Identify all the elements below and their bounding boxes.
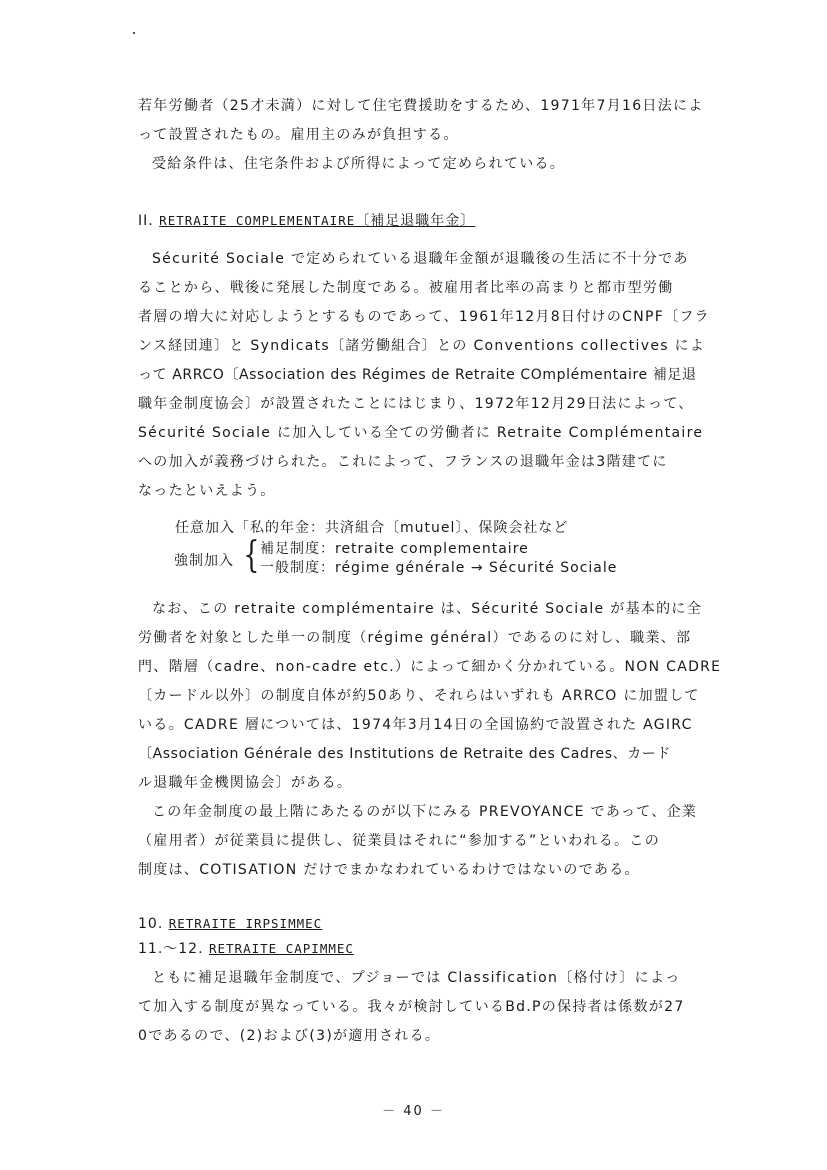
paragraph-3-line: 〔Association Générale des Institutions de Retraite des Cadres、カード xyxy=(138,746,672,762)
compulsory-item-general: 一般制度：régime générale → Sécurité Sociale xyxy=(260,560,618,576)
section-2-numeral: II. xyxy=(138,213,154,229)
compulsory-item-supplementary: 補足制度：retraite complementaire xyxy=(260,541,529,557)
paragraph-2-line: Sécurité Sociale で定められている退職年金額が退職後の生活に不十分であ xyxy=(152,251,689,267)
page-number: － 40 － xyxy=(382,1104,445,1119)
voluntary-scheme-line xyxy=(175,519,568,537)
voluntary-text: 「私的年金：共済組合〔mutuel〕、保険会社など xyxy=(235,520,569,536)
paragraph-2-line: なったといえよう。 xyxy=(138,483,276,499)
paragraph-4-line: 制度は、COTISATION だけでまかなわれているわけではないのである。 xyxy=(138,862,640,878)
paragraph-1-line: って設置されたもの。雇用主のみが負担する。 xyxy=(138,127,459,143)
paragraph-2-line: 職年金制度協会〕が設置されたことにはじまり、1972年12月29日法によって、 xyxy=(138,396,694,412)
paragraph-5-line: ともに補足退職年金制度で、プジョーでは Classification〔格付け〕によっ xyxy=(152,970,681,986)
paragraph-2-line: Sécurité Sociale に加入している全ての労働者に Retraite Complémentaire xyxy=(138,425,704,441)
paragraph-2-line: ンス経団連〕と Syndicats〔諸労働組合〕との Conventions collectives によ xyxy=(138,338,706,354)
paragraph-2-line: への加入が義務づけられた。これによって、フランスの退職年金は3階建てに xyxy=(138,454,668,470)
paragraph-4-line: （雇用者）が従業員に提供し、従業員はそれに“参加する”といわれる。この xyxy=(138,833,661,849)
paragraph-4-line: この年金制度の最上階にあたるのが以下にみる PREVOYANCE であって、企業 xyxy=(152,804,698,820)
compulsory-label: 強制加入 xyxy=(174,553,234,569)
item-11-12-heading xyxy=(138,940,354,958)
item-10-heading xyxy=(138,915,322,933)
paragraph-3-line: なお、この retraite complémentaire は、Sécurité Sociale が基本的に全 xyxy=(152,601,703,617)
section-2-title-jp: 〔補足退職年金〕 xyxy=(355,213,476,229)
item-11-12-number: 11.～12. xyxy=(138,941,204,957)
item-11-12-title: RETRAITE CAPIMMEC xyxy=(208,941,354,956)
brace-glyph: { xyxy=(243,535,260,576)
paragraph-2-line: って ARRCO〔Association des Régimes de Retraite COmplémentaire 補足退 xyxy=(138,367,697,383)
section-2-heading xyxy=(138,212,475,230)
paragraph-3-line: いる。CADRE 層については、1974年3月14日の全国協約で設置された AGIRC xyxy=(138,717,693,733)
item-10-number: 10. xyxy=(138,916,164,932)
item-10-title: RETRAITE IRPSIMMEC xyxy=(168,916,323,931)
paragraph-5-line: て加入する制度が異なっている。我々が検討しているBd.Pの保持者は係数が27 xyxy=(138,999,685,1015)
scan-speck xyxy=(133,32,135,34)
paragraph-3-line: ル退職年金機関協会〕がある。 xyxy=(138,775,353,791)
paragraph-3-line: 門、階層（cadre、non-cadre etc.）によって細かく分かれている。NON CADRE xyxy=(138,659,722,675)
paragraph-1-line: 受給条件は、住宅条件および所得によって定められている。 xyxy=(152,156,566,172)
paragraph-2-line: ることから、戦後に発展した制度である。被雇用者比率の高まりと都市型労働 xyxy=(138,280,674,296)
paragraph-3-line: 労働者を対象とした単一の制度（régime général）であるのに対し、職業、部 xyxy=(138,630,692,646)
section-2-title-fr: RETRAITE COMPLEMENTAIRE xyxy=(159,213,356,228)
paragraph-5-line: 0であるので、(2)および(3)が適用される。 xyxy=(138,1028,441,1044)
voluntary-label: 任意加入 xyxy=(175,520,235,536)
paragraph-2-line: 者層の増大に対応しようとするものであって、1961年12月8日付けのCNPF〔フラ xyxy=(138,309,710,325)
paragraph-3-line: 〔カードル以外〕の制度自体が約50あり、それらはいずれも ARRCO に加盟して xyxy=(138,688,700,704)
paragraph-1-line: 若年労働者（25才未満）に対して住宅費援助をするため、1971年7月16日法によ xyxy=(138,98,704,114)
compulsory-scheme-block xyxy=(174,535,694,580)
